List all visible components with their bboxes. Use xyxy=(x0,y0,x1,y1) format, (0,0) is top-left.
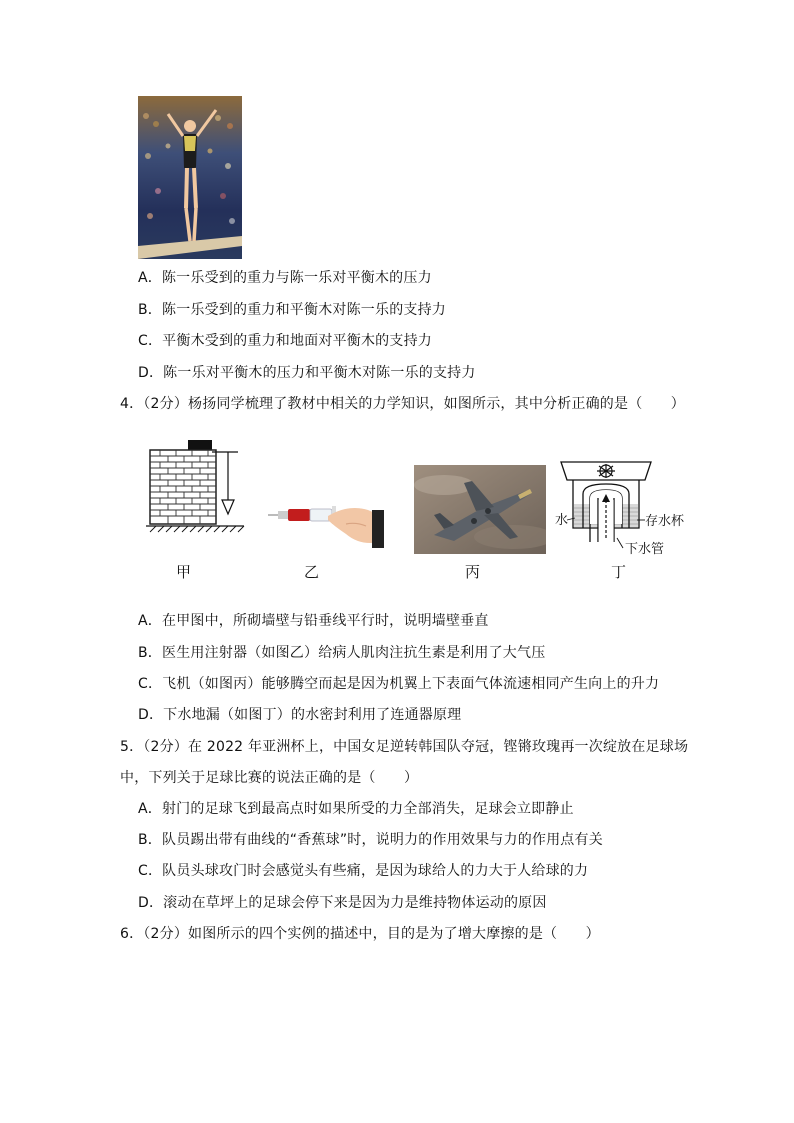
q4-option-b: B．医生用注射器（如图乙）给病人肌肉注抗生素是利用了大气压 xyxy=(138,645,546,661)
q4-option-c: C．飞机（如图丙）能够腾空而起是因为机翼上下表面气体流速相同产生向上的升力 xyxy=(138,676,660,692)
caption-bing: 丙 xyxy=(465,563,481,581)
q3-option-a: A．陈一乐受到的重力与陈一乐对平衡木的压力 xyxy=(138,270,432,286)
q3-option-d: D．陈一乐对平衡木的压力和平衡木对陈一乐的支持力 xyxy=(138,365,476,381)
figure-yi-syringe xyxy=(268,496,386,550)
drain-label-pipe: 下水管 xyxy=(625,542,665,557)
gymnast-photo xyxy=(138,96,242,259)
q3-option-c: C．平衡木受到的重力和地面对平衡木的支持力 xyxy=(138,333,432,349)
q5-option-a: A．射门的足球飞到最高点时如果所受的力全部消失，足球会立即静止 xyxy=(138,801,574,817)
drain-label-water: 水 xyxy=(555,513,569,528)
drain-label-cup: 存水杯 xyxy=(645,514,685,529)
q4-stem: 4．（2分）杨扬同学梳理了教材中相关的力学知识，如图所示，其中分析正确的是（ ） xyxy=(120,396,686,412)
figure-jia-brick-wall xyxy=(146,438,246,534)
caption-jia: 甲 xyxy=(176,563,192,581)
caption-yi: 乙 xyxy=(304,563,320,581)
q4-option-a: A．在甲图中，所砌墙壁与铅垂线平行时，说明墙壁垂直 xyxy=(138,613,489,629)
q5-option-d: D．滚动在草坪上的足球会停下来是因为力是维持物体运动的原因 xyxy=(138,895,547,911)
q5-stem-line2: 中，下列关于足球比赛的说法正确的是（ ） xyxy=(120,770,419,786)
caption-ding: 丁 xyxy=(611,563,627,581)
figure-ding-floor-drain xyxy=(553,458,693,558)
figure-bing-jet xyxy=(414,465,546,554)
q5-stem-line1: 5．（2分）在 2022 年亚洲杯上，中国女足逆转韩国队夺冠，铿锵玫瑰再一次绽放在足球场 xyxy=(120,739,689,755)
q6-stem: 6．（2分）如图所示的四个实例的描述中，目的是为了增大摩擦的是（ ） xyxy=(120,926,600,942)
q3-option-b: B．陈一乐受到的重力和平衡木对陈一乐的支持力 xyxy=(138,302,447,318)
q5-option-c: C．队员头球攻门时会感觉头有些痛，是因为球给人的力大于人给球的力 xyxy=(138,863,589,879)
q4-option-d: D．下水地漏（如图丁）的水密封利用了连通器原理 xyxy=(138,707,462,723)
q5-option-b: B．队员踢出带有曲线的“香蕉球”时，说明力的作用效果与力的作用点有关 xyxy=(138,832,603,848)
gymnast-illustration xyxy=(138,96,242,259)
